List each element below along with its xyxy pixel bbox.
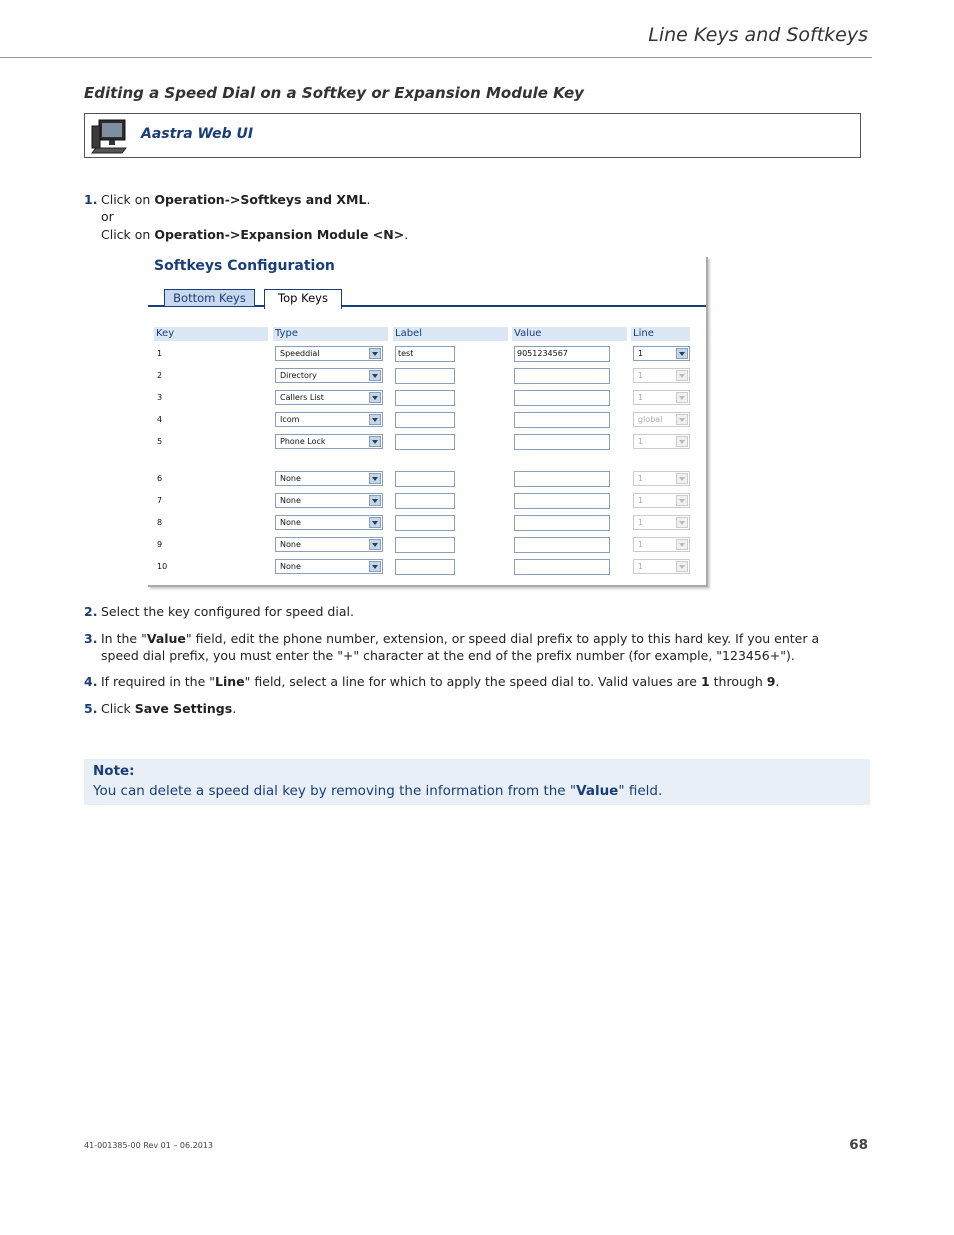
type-select[interactable] [275, 368, 383, 383]
chevron-down-icon[interactable] [369, 370, 381, 381]
value-input[interactable] [514, 412, 610, 428]
key-number: 4 [157, 415, 163, 424]
chevron-down-icon[interactable] [369, 517, 381, 528]
step-1-alt-text: Click on Operation->Expansion Module <N>. [101, 227, 409, 242]
running-header: Line Keys and Softkeys [648, 24, 868, 46]
column-header-label: Label [393, 327, 508, 341]
type-select[interactable] [275, 493, 383, 508]
step-3-text: In the "Value" field, edit the phone number, extension, or speed dial prefix to apply to this hard key. If you enter a [101, 631, 820, 646]
type-select[interactable] [275, 515, 383, 530]
chevron-down-icon [676, 392, 688, 403]
key-number: 5 [157, 437, 163, 446]
tab-top-keys[interactable]: Top Keys [264, 289, 342, 309]
line-select-value: 1 [638, 349, 644, 358]
softkeys-config-title: Softkeys Configuration [154, 258, 335, 274]
value-input[interactable] [514, 390, 610, 406]
step-4-text: If required in the "Line" field, select a line for which to apply the speed dial to. Valid values are 1 through 9. [101, 674, 780, 689]
value-input[interactable] [514, 515, 610, 531]
line-select [633, 390, 690, 405]
line-select [633, 493, 690, 508]
chevron-down-icon[interactable] [369, 495, 381, 506]
value-input[interactable] [514, 537, 610, 553]
page-number: 68 [849, 1137, 868, 1153]
webui-label: Aastra Web UI [141, 126, 254, 142]
type-select[interactable] [275, 346, 383, 361]
label-input[interactable] [395, 471, 455, 487]
line-select-value: 1 [638, 437, 644, 446]
type-select-value: Icom [280, 415, 300, 424]
line-select-value: 1 [638, 393, 644, 402]
type-select[interactable] [275, 434, 383, 449]
label-input[interactable] [395, 537, 455, 553]
key-number: 10 [157, 562, 168, 571]
label-input[interactable] [395, 515, 455, 531]
chevron-down-icon [676, 473, 688, 484]
column-header-line: Line [631, 327, 690, 341]
key-number: 7 [157, 496, 163, 505]
type-select-value: None [280, 474, 301, 483]
label-input[interactable] [395, 434, 455, 450]
type-select[interactable] [275, 390, 383, 405]
tab-bottom-keys[interactable]: Bottom Keys [164, 289, 255, 307]
chevron-down-icon[interactable] [369, 348, 381, 359]
value-input[interactable] [514, 559, 610, 575]
chevron-down-icon [676, 517, 688, 528]
step-5-number: 5. [84, 701, 98, 716]
label-input[interactable] [395, 390, 455, 406]
document-id: 41-001385-00 Rev 01 – 06.2013 [84, 1141, 213, 1150]
line-select-value: 1 [638, 496, 644, 505]
chevron-down-icon [676, 495, 688, 506]
key-number: 2 [157, 371, 163, 380]
line-select [633, 368, 690, 383]
chevron-down-icon[interactable] [369, 392, 381, 403]
chevron-down-icon [676, 436, 688, 447]
note-box [84, 759, 870, 805]
type-select[interactable] [275, 412, 383, 427]
line-select-value: 1 [638, 371, 644, 380]
label-input[interactable] [395, 368, 455, 384]
value-input[interactable]: 9051234567 [514, 346, 610, 362]
column-header-key: Key [154, 327, 268, 341]
value-input[interactable] [514, 368, 610, 384]
note-text: You can delete a speed dial key by removing the information from the "Value" field. [93, 783, 663, 799]
key-number: 1 [157, 349, 163, 358]
line-select-value: 1 [638, 518, 644, 527]
line-select [633, 537, 690, 552]
step-1-or: or [101, 209, 114, 224]
chevron-down-icon[interactable] [369, 436, 381, 447]
line-select [633, 471, 690, 486]
section-title: Editing a Speed Dial on a Softkey or Expansion Module Key [84, 84, 584, 102]
chevron-down-icon [676, 561, 688, 572]
type-select-value: None [280, 496, 301, 505]
line-select-value: 1 [638, 540, 644, 549]
chevron-down-icon[interactable] [369, 561, 381, 572]
column-header-value: Value [512, 327, 627, 341]
line-select [633, 515, 690, 530]
label-input[interactable] [395, 493, 455, 509]
chevron-down-icon [676, 414, 688, 425]
step-1-text: Click on Operation->Softkeys and XML. [101, 192, 371, 207]
webui-banner [84, 113, 861, 158]
chevron-down-icon[interactable] [676, 348, 688, 359]
note-title: Note: [93, 763, 135, 779]
softkeys-config-figure [148, 257, 708, 587]
label-input[interactable] [395, 412, 455, 428]
key-number: 3 [157, 393, 163, 402]
column-header-type: Type [273, 327, 388, 341]
label-input[interactable]: test [395, 346, 455, 362]
line-select-value: 1 [638, 562, 644, 571]
step-4-number: 4. [84, 674, 98, 689]
key-number: 9 [157, 540, 163, 549]
chevron-down-icon[interactable] [369, 414, 381, 425]
type-select-value: Speeddial [280, 349, 320, 358]
type-select[interactable] [275, 559, 383, 574]
header-rule [0, 57, 872, 58]
chevron-down-icon[interactable] [369, 539, 381, 550]
line-select [633, 559, 690, 574]
type-select[interactable] [275, 471, 383, 486]
type-select-value: Directory [280, 371, 317, 380]
type-select-value: Phone Lock [280, 437, 326, 446]
line-select [633, 412, 690, 427]
chevron-down-icon[interactable] [369, 473, 381, 484]
step-2-number: 2. [84, 604, 98, 619]
step-2-text: Select the key configured for speed dial. [101, 604, 354, 619]
type-select-value: None [280, 562, 301, 571]
step-3-number: 3. [84, 631, 98, 646]
computer-icon [90, 118, 130, 154]
key-number: 8 [157, 518, 163, 527]
type-select-value: None [280, 518, 301, 527]
step-3-text-line2: speed dial prefix, you must enter the "+" character at the end of the prefix number (for example, "123456+"). [101, 648, 795, 663]
step-1-number: 1. [84, 192, 98, 207]
line-select-value: 1 [638, 474, 644, 483]
value-input[interactable] [514, 434, 610, 450]
type-select[interactable] [275, 537, 383, 552]
chevron-down-icon [676, 370, 688, 381]
step-5-text: Click Save Settings. [101, 701, 237, 716]
line-select [633, 434, 690, 449]
key-number: 6 [157, 474, 163, 483]
type-select-value: Callers List [280, 393, 324, 402]
value-input[interactable] [514, 493, 610, 509]
label-input[interactable] [395, 559, 455, 575]
value-input[interactable] [514, 471, 610, 487]
line-select-value: global [638, 415, 663, 424]
line-select[interactable] [633, 346, 690, 361]
chevron-down-icon [676, 539, 688, 550]
type-select-value: None [280, 540, 301, 549]
